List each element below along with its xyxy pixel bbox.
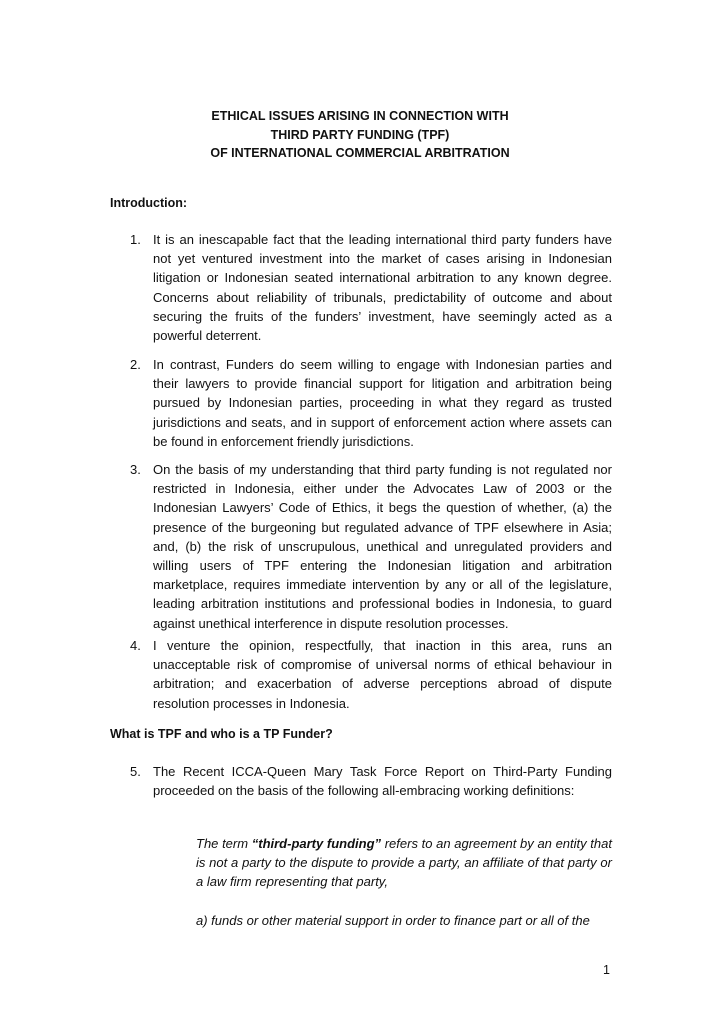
paragraph-text: In contrast, Funders do seem willing to engage with Indonesian parties and their lawyers to provide financial support for litigation and arbitration being pursued by Indonesian parties, proceeding in what they regard as trusted jurisdictions and seats, and in support of enforcement action where assets can be found in enforcement friendly jurisdictions. <box>153 357 612 449</box>
paragraph-number: 5. <box>130 764 141 779</box>
paragraph-number: 4. <box>130 638 141 653</box>
page-number: 1 <box>603 963 610 977</box>
heading-introduction: Introduction: <box>110 196 188 210</box>
title-line-1: ETHICAL ISSUES ARISING IN CONNECTION WITH <box>211 109 509 123</box>
paragraph-text: It is an inescapable fact that the leading international third party funders have not yet ventured investment into the market of cases arising in Indonesian litigation or Indonesian seated international arbitration to any known degree. Concerns about reliability of tribunals, predictability of outcome and about securing the fruits of the funders’ investment, have seemingly acted as a powerful deterrent. <box>153 232 612 344</box>
definition-item-a: a) funds or other material support in order to finance part or all of the <box>196 913 590 928</box>
definition-quote <box>196 834 612 891</box>
paragraph-text: On the basis of my understanding that third party funding is not regulated nor restricted in Indonesia, either under the Advocates Law of 2003 or the Indonesian Lawyers’ Code of Ethics, it begs the question of whether, (a) the presence of the burgeoning but regulated advance of TPF elsewhere in Asia; and, (b) the risk of unscrupulous, unethical and unregulated providers and willing users of TPF entering the Indonesian litigation and arbitration marketplace, requires immediate intervention by any or all of the legislature, leading arbitration institutions and professional bodies in Indonesia, to guard against unethical interference in dispute resolution processes. <box>153 462 612 631</box>
quote-rest: refers to an agreement by an entity that is not a party to the dispute to provide a party, an affiliate of that party or a law firm representing that party, <box>196 836 612 889</box>
paragraph-3 <box>130 460 612 633</box>
title-line-3: OF INTERNATIONAL COMMERCIAL ARBITRATION <box>210 146 510 160</box>
paragraph-5 <box>130 762 612 800</box>
quote-lead: The term <box>196 836 252 851</box>
paragraph-number: 2. <box>130 357 141 372</box>
document-title <box>0 107 720 163</box>
paragraph-4 <box>130 636 612 713</box>
paragraph-number: 3. <box>130 462 141 477</box>
heading-what-is-tpf: What is TPF and who is a TP Funder? <box>110 727 333 741</box>
paragraph-number: 1. <box>130 232 141 247</box>
paragraph-2 <box>130 355 612 451</box>
paragraph-text: The Recent ICCA-Queen Mary Task Force Report on Third-Party Funding proceeded on the basis of the following all-embracing working definitions: <box>153 764 612 799</box>
title-line-2: THIRD PARTY FUNDING (TPF) <box>270 127 450 142</box>
paragraph-text: I venture the opinion, respectfully, that inaction in this area, runs an unacceptable risk of compromise of universal norms of ethical behaviour in arbitration; and exacerbation of adverse perceptions abroad of dispute resolution processes in Indonesia. <box>153 638 612 711</box>
quote-term: “third-party funding” <box>251 836 382 851</box>
paragraph-1 <box>130 230 612 345</box>
